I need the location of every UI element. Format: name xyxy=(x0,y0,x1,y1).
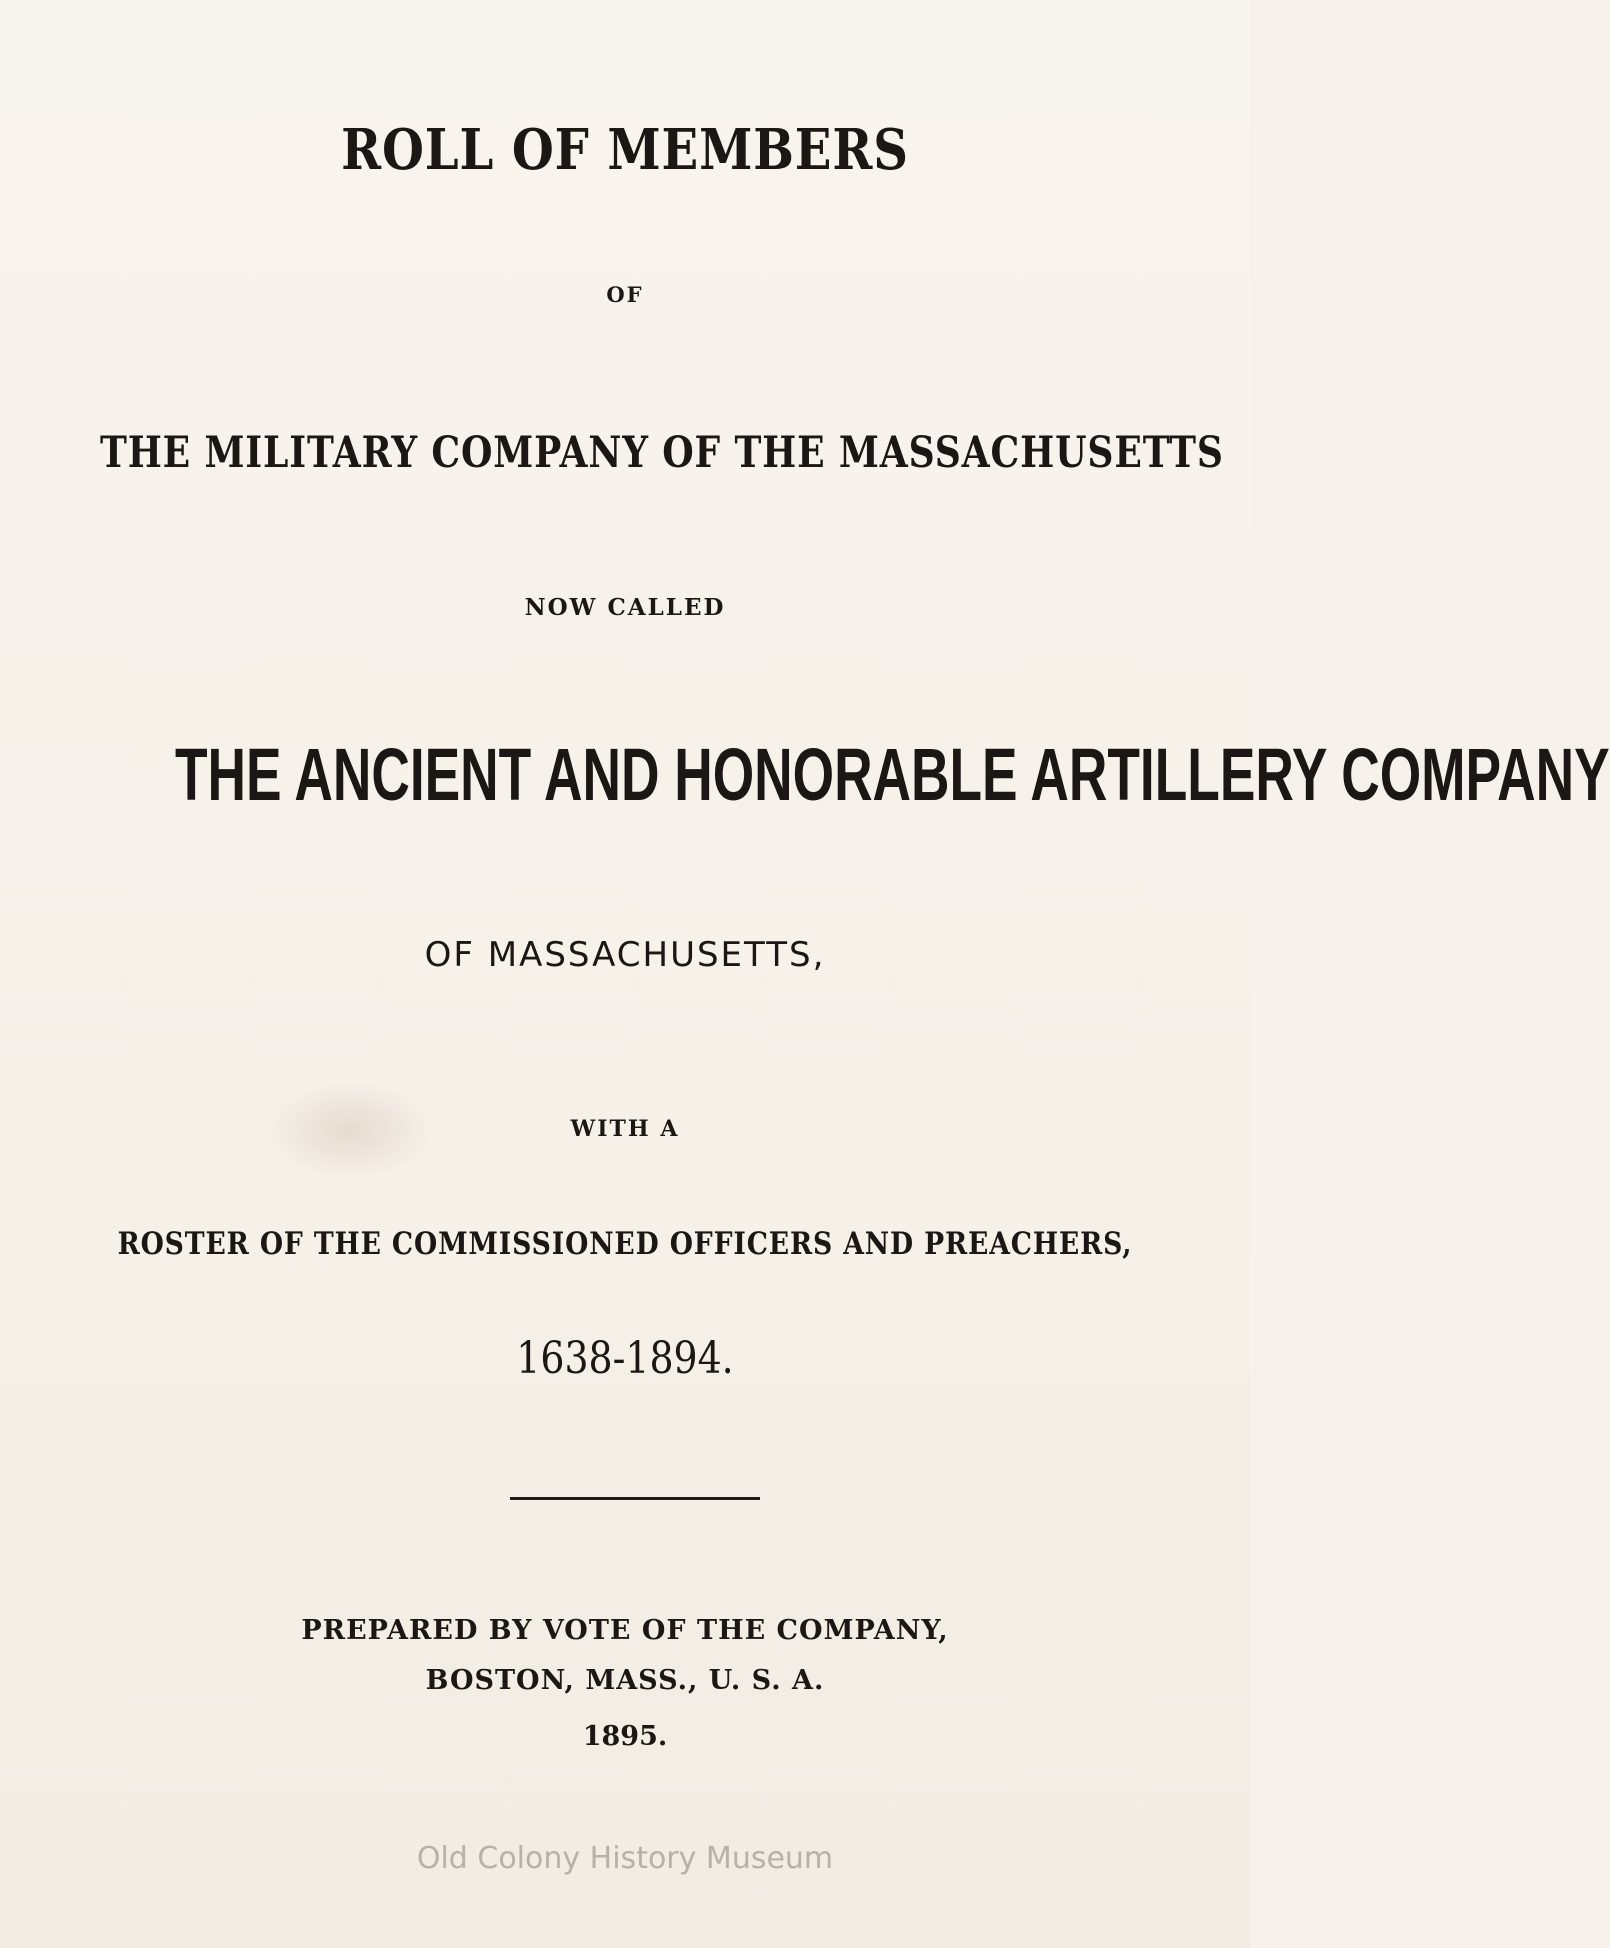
roster-line: ROSTER OF THE COMMISSIONED OFFICERS AND PREACHERS, xyxy=(117,1226,1133,1262)
museum-watermark: Old Colony History Museum xyxy=(416,1841,834,1876)
imprint-place: BOSTON, MASS., U. S. A. xyxy=(425,1665,825,1696)
with-a-line: WITH A xyxy=(570,1116,680,1142)
imprint-prepared: PREPARED BY VOTE OF THE COMPANY, xyxy=(301,1615,949,1646)
divider-rule xyxy=(510,1497,760,1500)
of-massachusetts-line: OF MASSACHUSETTS, xyxy=(424,935,826,975)
date-range: 1638-1894. xyxy=(516,1333,734,1384)
imprint-year: 1895. xyxy=(582,1721,668,1752)
of-line: OF xyxy=(606,282,644,307)
now-called-line: NOW CALLED xyxy=(524,594,726,621)
page-title: ROLL OF MEMBERS xyxy=(341,117,909,183)
current-company-name: THE ANCIENT AND HONORABLE ARTILLERY COMPANY xyxy=(174,733,1610,816)
former-company-name: THE MILITARY COMPANY OF THE MASSACHUSETTS xyxy=(100,428,1224,478)
